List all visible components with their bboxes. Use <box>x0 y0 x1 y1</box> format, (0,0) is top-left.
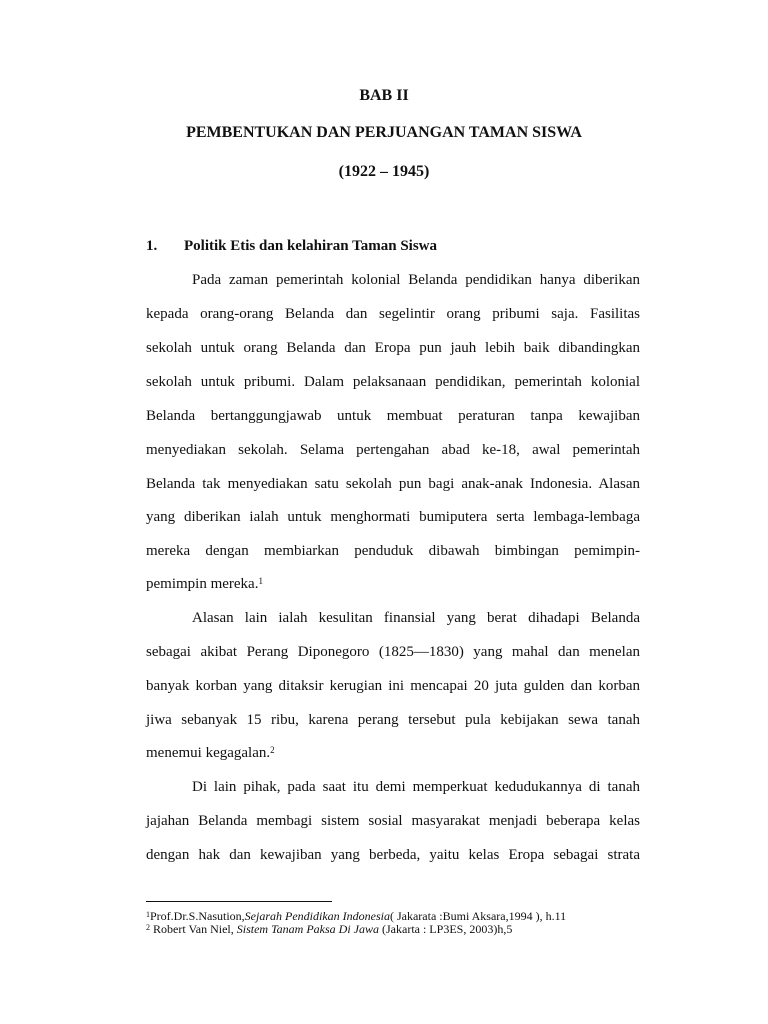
footnote-ref: 2 <box>270 745 275 755</box>
footnote-mark: 2 <box>146 923 150 932</box>
section-number: 1. <box>146 238 158 254</box>
chapter-title: PEMBENTUKAN DAN PERJUANGAN TAMAN SISWA <box>186 124 582 141</box>
footnote-publication: ( Jakarata :Bumi Aksara,1994 ), h.11 <box>389 909 567 923</box>
chapter-period: (1922 – 1945) <box>338 163 430 180</box>
paragraph-line: sebagai akibat Perang Diponegoro (1825—1830) yang mahal dan menelan <box>146 644 640 660</box>
paragraph-line: jiwa sebanyak 15 ribu, karena perang tersebut pula kebijakan sewa tanah <box>146 712 640 728</box>
paragraph-line: banyak korban yang ditaksir kerugian ini mencapai 20 juta gulden dan korban <box>146 678 640 694</box>
footnote-publication: (Jakarta : LP3ES, 2003)h,5 <box>379 922 513 936</box>
footnote-mark: 1 <box>146 910 150 919</box>
paragraph-line: sekolah untuk pribumi. Dalam pelaksanaan pendidikan, pemerintah kolonial <box>146 374 640 390</box>
paragraph-line: Belanda bertanggungjawab untuk membuat peraturan tanpa kewajiban <box>146 408 640 424</box>
footnote-separator <box>146 901 332 902</box>
paragraph-line: jajahan Belanda membagi sistem sosial masyarakat menjadi beberapa kelas <box>146 813 640 829</box>
footnote-book-title: Sejarah Pendidikan Indonesia <box>244 909 390 923</box>
paragraph-line: yang diberikan ialah untuk menghormati bumiputera serta lembaga-lembaga <box>146 509 640 525</box>
paragraph-line: Pada zaman pemerintah kolonial Belanda pendidikan hanya diberikan <box>192 272 640 288</box>
section-heading <box>146 238 437 255</box>
footnote-ref: 1 <box>258 576 263 586</box>
paragraph-line: Di lain pihak, pada saat itu demi memperkuat kedudukannya di tanah <box>192 779 640 795</box>
paragraph-line-text: menemui kegagalan. <box>146 745 271 761</box>
footnote-author: Robert Van Niel, <box>150 922 237 936</box>
footnote-author: Prof.Dr.S.Nasution, <box>150 909 245 923</box>
paragraph-line: mereka dengan membiarkan penduduk dibawah bimbingan pemimpin- <box>146 543 640 559</box>
footnote-2 <box>146 922 512 936</box>
paragraph-line <box>146 575 640 593</box>
paragraph-line: sekolah untuk orang Belanda dan Eropa pun jauh lebih baik dibandingkan <box>146 340 640 356</box>
paragraph-line: menyediakan sekolah. Selama pertengahan abad ke-18, awal pemerintah <box>146 442 640 458</box>
paragraph-line: Alasan lain ialah kesulitan finansial yang berat dihadapi Belanda <box>192 610 640 626</box>
section-title: Politik Etis dan kelahiran Taman Siswa <box>184 238 437 254</box>
paragraph-line: dengan hak dan kewajiban yang berbeda, yaitu kelas Eropa sebagai strata <box>146 847 640 863</box>
footnote-1 <box>146 909 566 923</box>
footnote-book-title: Sistem Tanam Paksa Di Jawa <box>236 922 379 936</box>
paragraph-line-text: pemimpin mereka. <box>146 576 259 592</box>
paragraph-line <box>146 744 640 762</box>
paragraph-line: Belanda tak menyediakan satu sekolah pun bagi anak-anak Indonesia. Alasan <box>146 476 640 492</box>
paragraph-line: kepada orang-orang Belanda dan segelintir orang pribumi saja. Fasilitas <box>146 306 640 322</box>
chapter-heading: BAB II <box>359 87 409 104</box>
